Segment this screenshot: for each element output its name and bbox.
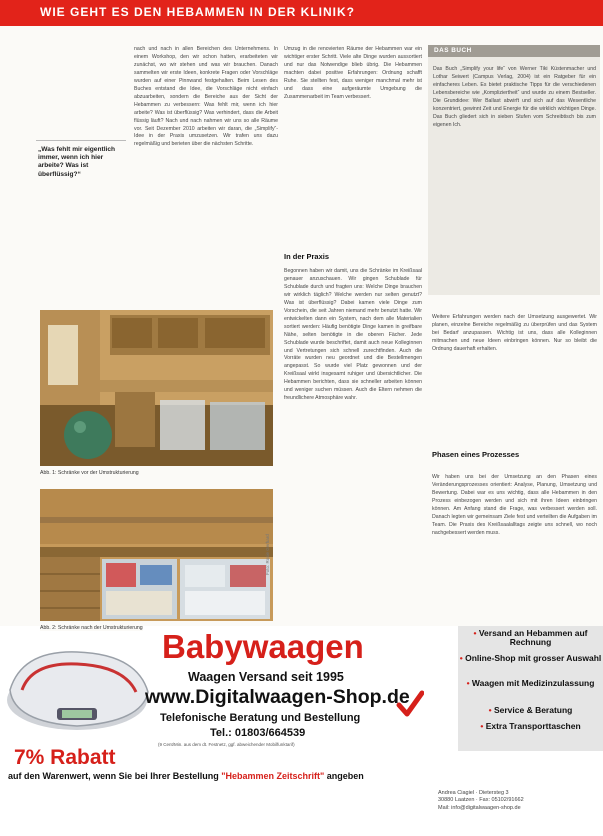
ad-phone[interactable]: Tel.: 01803/664539 xyxy=(210,727,306,739)
ad-discount-note-end: angeben xyxy=(324,771,364,781)
ad-advice: Telefonische Beratung und Bestellung xyxy=(160,712,361,724)
ad-company-line-2: 30880 Laatzen · Fax: 05102/91662 xyxy=(438,797,524,804)
ad-company-line-3: Mail: info@digitalwaagen-shop.de xyxy=(438,804,521,811)
ad-discount-code: "Hebammen Zeitschrift" xyxy=(221,771,325,781)
article-column-1: nach und nach in allen Bereichen des Unternehmens. In einem Workshop, den wir schon hatten, erarbeiteten wir zunächst, wo wir stehen und was wir brauchen. Danach sammelten wir erste Ideen, konkrete Fragen oder Vorschläge wurden auf einer Pinnwand festgehalten. Beim Lesen des Buches entstand die Idee, die Vorschläge nicht einfach abzuarbeiten, sondern die Bereiche aus der Sicht der Hebammen zu verbessern: Was fehlt mir, wenn ich hier arbeite? Was ist überflüssig? Was verhindert, dass die Arbeit flüssig läuft? Nach und nach nahmen wir uns so alle Räume vor. Seit Dezember 2010 arbeiten wir daran, die „Simplify“-Idee in der Praxis umzusetzen. Wir trafen uns dazu regelmäßig und berieten über die nächsten Schritte. xyxy=(134,46,278,148)
ad-discount: 7% Rabatt xyxy=(14,746,116,769)
photo-credit: Foto: Rosie Gerhard xyxy=(265,534,270,575)
ad-feature-2: • Online-Shop mit grosser Auswahl xyxy=(459,653,602,663)
ad-feature-4: • Service & Beratung xyxy=(488,705,573,715)
ad-company-info xyxy=(438,790,598,812)
subheading-phasen: Phasen eines Prozesses xyxy=(432,450,520,459)
article-column-4: Weitere Erfahrungen werden nach der Umsetzung ausgewertet. Wir planen, einzelne Bereiche regelmäßig zu überprüfen und das System bei Bedarf anzupassen. Wichtig ist uns, dass alle Kolleginnen mitmachen und neue Ideen einbringen können. Nur so bleibt die Ordnung dauerhaft erhalten. xyxy=(432,314,597,352)
baby-scale-icon xyxy=(2,630,152,747)
book-info-box-text: Das Buch „Simplify your life“ von Werner Tiki Küstenmacher und Lothar Seiwert (Campus Verlag, 2004) ist ein Ratgeber für ein einfacheres Leben. Es bietet praktische Tipps für die verschiedenen Lebensbereiche wie „Kompliziertheit“ und wurde zu einem Bestseller. Die Grundidee: Wer Ballast abwirft und sich auf das Wesentliche konzentriert, gewinnt Zeit und Energie für die wirklich wichtigen Dinge. Das Buch gliedert sich in sieben Stufen vom Schreibtisch bis zum eigenen Ich. xyxy=(433,66,596,128)
ad-discount-note xyxy=(8,771,364,781)
checkmark-icon xyxy=(396,690,424,723)
photo-caption-1: Abb. 1: Schränke vor der Umstrukturierung xyxy=(40,470,139,476)
subheading-praxis: In der Praxis xyxy=(284,252,330,261)
ad-fine-print: (9 Cent/Min. aus dem dt. Festnetz, ggf. abweichender Mobilfunktarif) xyxy=(158,742,295,747)
article-column-3: Begonnen haben wir damit, uns die Schränke im Kreißsaal genauer anzuschauen. Wir gingen Schublade für Schublade durch und fragten uns: Welche Dinge brauchen wir wirklich täglich? Welche werden nur selten genutzt? Was ist überflüssig? Dabei kamen viele Dinge zum Vorschein, die seit Jahren niemand mehr benutzt hatte. Wir entwickelten dann ein System, nach dem alle Materialien sortiert werden: Häufig benötigte Dinge kamen in greifbare Nähe, selten benötigte in die oberen Fächer. Jede Schublade wurde beschriftet, damit auch neue Kolleginnen und Vertretungen sich schnell zurechtfinden. Auch die Vorräte wurden neu geordnet und die Bestellmengen angepasst. So wurde viel Platz gewonnen und der Kreißsaal wirkt insgesamt ruhiger und übersichtlicher. Die Hebammen berichten, dass sie schneller arbeiten können und weniger suchen müssen. Auch die Eltern nehmen die freundlichere Atmosphäre wahr. xyxy=(284,268,422,402)
pull-quote-rule xyxy=(36,140,126,141)
section-title: WIE GEHT ES DEN HEBAMMEN IN DER KLINIK? xyxy=(40,5,356,19)
book-info-box-title: DAS BUCH xyxy=(434,47,472,54)
ad-company-line-1: Andrea Ciagiel · Dietersteg 3 xyxy=(438,790,509,796)
ad-discount-note-text: auf den Warenwert, wenn Sie bei Ihrer Bestellung xyxy=(8,771,222,781)
pull-quote: „Was fehlt mir eigentlich immer, wenn ich hier arbeite? Was ist überflüssig?“ xyxy=(38,146,116,178)
ad-since: Waagen Versand seit 1995 xyxy=(188,670,344,684)
article-column-2: Umzug in die renovierten Räume der Hebammen war ein wichtiger erster Schritt. Viele alte Dinge wurden aussortiert und nur das Notwendige blieb übrig. Die Hebammen machten dabei positive Erfahrungen: Ordnung schafft Ruhe. Sie stellten fest, dass weniger manchmal mehr ist und dass eine aufgeräumte Umgebung die Zusammenarbeit im Team verbessert. xyxy=(284,46,422,100)
photo-caption-2: Abb. 2: Schränke nach der Umstrukturierung xyxy=(40,625,143,631)
ad-brand: Babywaagen xyxy=(162,628,364,665)
ad-url-link[interactable]: www.Digitalwaagen-Shop.de xyxy=(145,686,410,708)
article-column-5: Wir haben uns bei der Umsetzung an den Phasen eines Veränderungsprozesses orientiert: Analyse, Planung, Umsetzung und Bewertung. Dabei war es uns wichtig, dass alle Hebammen in den Prozess einbezogen werden und sich mit ihren Ideen einbringen können. Am Anfang stand die Frage, was verbessert werden soll. Danach legten wir gemeinsam Ziele fest und verteilten die Aufgaben im Team. Die Praxis des Kreißsaalalltags zeigte uns schnell, wo noch nachgebessert werden muss. xyxy=(432,474,597,536)
photo-cabinets-after xyxy=(40,489,273,621)
ad-feature-5: • Extra Transporttaschen xyxy=(480,721,581,731)
ad-feature-3: • Waagen mit Medizinzulassung xyxy=(466,678,595,688)
ad-feature-1: • Versand an Hebammen auf Rechnung xyxy=(473,628,588,648)
photo-cabinets-before xyxy=(40,310,273,466)
